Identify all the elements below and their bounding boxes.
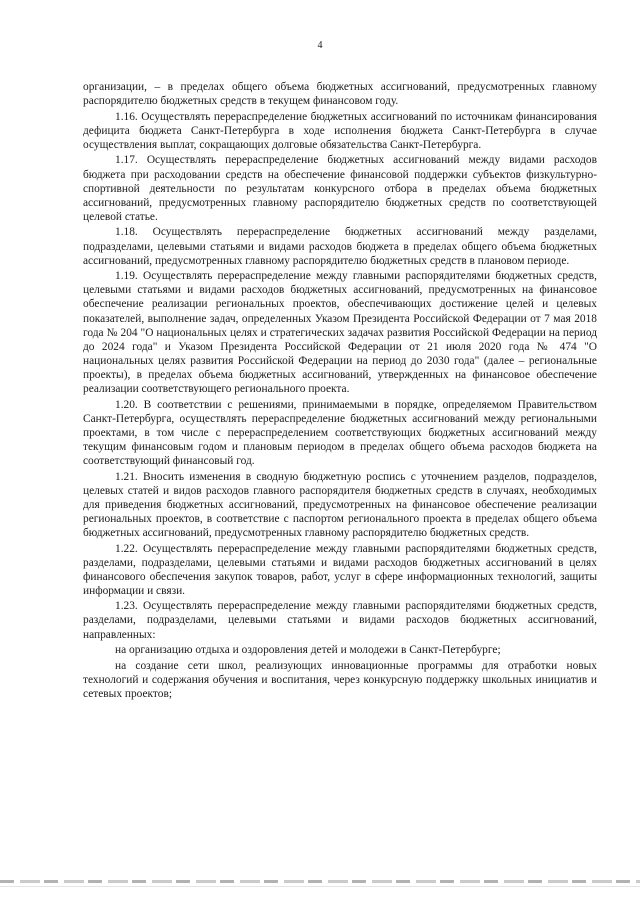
page-number: 4 <box>317 40 323 51</box>
paragraph-1-17: 1.17. Осуществлять перераспределение бюджетных ассигнований между видами расходов бюджета при расходовании средств на обеспечение финансовой поддержки субъектов физкультурно-спортивной деятельности по результатам конкурсного отбора в пределах объема бюджетных ассигнований, предусмотренных главному распорядителю бюджетных средств по соответствующей целевой статье. <box>83 154 597 223</box>
list-item-recreation: на организацию отдыха и оздоровления детей и молодежи в Санкт-Петербурге; <box>115 644 501 657</box>
paragraph-1-20: 1.20. В соответствии с решениями, принимаемыми в порядке, определяемом Правительством Санкт-Петербурга, осуществлять перераспределение бюджетных ассигнований между региональными проектами, в том числе с перераспределением соответствующих бюджетных ассигнований между текущим финансовым годом и плановым периодом в пределах общего объема расходов бюджета на соответствующий финансовый год. <box>83 398 597 467</box>
paragraph-1-23: 1.23. Осуществлять перераспределение между главными распорядителями бюджетных средств, разделами, подразделами, целевыми статьями и видами расходов бюджетных ассигнований, направленных: <box>83 600 597 641</box>
paragraph-1-18: 1.18. Осуществлять перераспределение бюджетных ассигнований между разделами, подразделами, целевыми статьями и видами расходов бюджета в пределах общего объема бюджетных ассигнований, предусмотренных главному распорядителю бюджетных средств в плановом периоде. <box>83 226 597 267</box>
paragraph-1-19: 1.19. Осуществлять перераспределение между главными распорядителями бюджетных средств, целевыми статьями и видами расходов бюджетных ассигнований, предусмотренных на финансовое обеспечение реализации региональных проектов, обеспечивающих достижение целей и целевых показателей, выполнение задач, определенных Указом Президента Российской Федерации от 7 мая 2018 года № 204 "О национальных целях и стратегических задачах развития Российской Федерации на период до 2024 года" и Указом Президента Российской Федерации от 21 июля 2020 года № 474 "О национальных целях развития Российской Федерации на период до 2030 года" (далее – региональные проекты), в пределах объема бюджетных ассигнований, утвержденных на финансовое обеспечение реализации соответствующего регионального проекта. <box>83 270 597 395</box>
paragraph-1-21: 1.21. Вносить изменения в сводную бюджетную роспись с уточнением разделов, подразделов, целевых статей и видов расходов главного распорядителя бюджетных средств в случаях, необходимых для приведения бюджетных ассигнований, предусмотренных на финансовое обеспечение реализации региональных проектов, в соответствие с паспортом регионального проекта в пределах общего объема бюджетных ассигнований, предусмотренных главному распорядителю бюджетных средств. <box>83 470 597 539</box>
scan-edge-line <box>0 886 640 887</box>
paragraph-1-22: 1.22. Осуществлять перераспределение между главными распорядителями бюджетных средств, разделами, подразделами, целевыми статьями и видами расходов бюджетных ассигнований в целях финансового обеспечения закупок товаров, работ, услуг в сфере информационных технологий, защиты информации и связи. <box>83 542 597 597</box>
paragraph-1-16: 1.16. Осуществлять перераспределение бюджетных ассигнований по источникам финансирования дефицита бюджета Санкт-Петербурга в ходе исполнения бюджета Санкт-Петербурга в случае осуществления выплат, сокращающих долговые обязательства Санкт-Петербурга. <box>83 110 597 151</box>
scan-edge-artifact <box>0 880 640 883</box>
document-body <box>83 80 597 703</box>
paragraph-continuation: организации, – в пределах общего объема бюджетных ассигнований, предусмотренных главному распорядителю бюджетных средств в текущем финансовом году. <box>83 81 597 108</box>
list-item-school-network: на создание сети школ, реализующих инновационные программы для отработки новых технологий и содержания обучения и воспитания, через конкурсную поддержку школьных инициатив и сетевых проектов; <box>83 659 597 700</box>
